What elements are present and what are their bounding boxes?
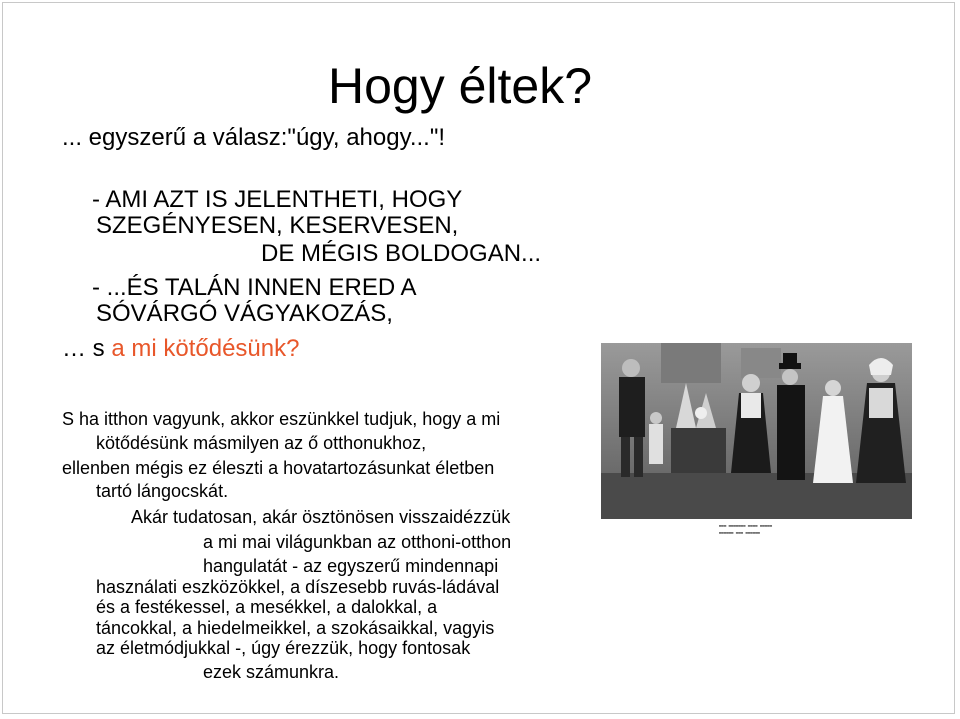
text-line-4: - ...ÉS TALÁN INNEN ERED A (92, 274, 417, 301)
paragraph-3-line-6: táncokkal, a hiedelmeikkel, a szokásaikkal, vagyis (96, 618, 495, 638)
slide-subtitle: ... egyszerű a válasz:"úgy, ahogy..."! (62, 124, 446, 151)
photo-caption-line-1: ▬▬▬ ▬▬▬▬▬▬▬ ▬▬▬▬ ▬▬▬▬▬ (719, 523, 772, 528)
paragraph-3-line-8: ezek számunkra. (203, 662, 340, 682)
text-line-3: DE MÉGIS BOLDOGAN... (261, 240, 542, 267)
paragraph-3-line-5: és a festékessel, a mesékkel, a dalokkal, a (96, 597, 438, 617)
highlight-question: a mi kötődésünk? (111, 335, 300, 362)
photo-caption-line-2: ▬▬▬▬▬▬ ▬▬▬ ▬▬▬▬▬▬ (719, 530, 760, 535)
text-line-5: SÓVÁRGÓ VÁGYAKOZÁS, (96, 300, 393, 327)
paragraph-3-line-4: használati eszközökkel, a díszesebb ruvás-ládával (96, 577, 500, 597)
paragraph-2-line-2: tartó lángocskát. (96, 481, 229, 501)
text-line-1: - AMI AZT IS JELENTHETI, HOGY (92, 186, 463, 213)
paragraph-1-line-1: S ha itthon vagyunk, akkor eszünkkel tudjuk, hogy a mi (62, 409, 501, 429)
text-line-6-prefix: … s (62, 335, 112, 362)
paragraph-3-line-2: a mi mai világunkban az otthoni-otthon (203, 532, 512, 552)
paragraph-3-line-7: az életmódjukkal -, úgy érezzük, hogy fontosak (96, 638, 471, 658)
paragraph-2-line-1: ellenben mégis ez éleszti a hovatartozásunkat életben (62, 458, 495, 478)
text-line-2: SZEGÉNYESEN, KESERVESEN, (96, 212, 459, 239)
text-line-6 (62, 335, 299, 363)
paragraph-1-line-2: kötődésünk másmilyen az ő otthonukhoz, (96, 433, 427, 453)
historical-group-photo (601, 343, 912, 539)
slide-title: Hogy éltek? (328, 58, 593, 114)
paragraph-3-line-1: Akár tudatosan, akár ösztönösen visszaidézzük (131, 507, 511, 527)
paragraph-3-line-3: hangulatát - az egyszerű mindennapi (203, 556, 499, 576)
